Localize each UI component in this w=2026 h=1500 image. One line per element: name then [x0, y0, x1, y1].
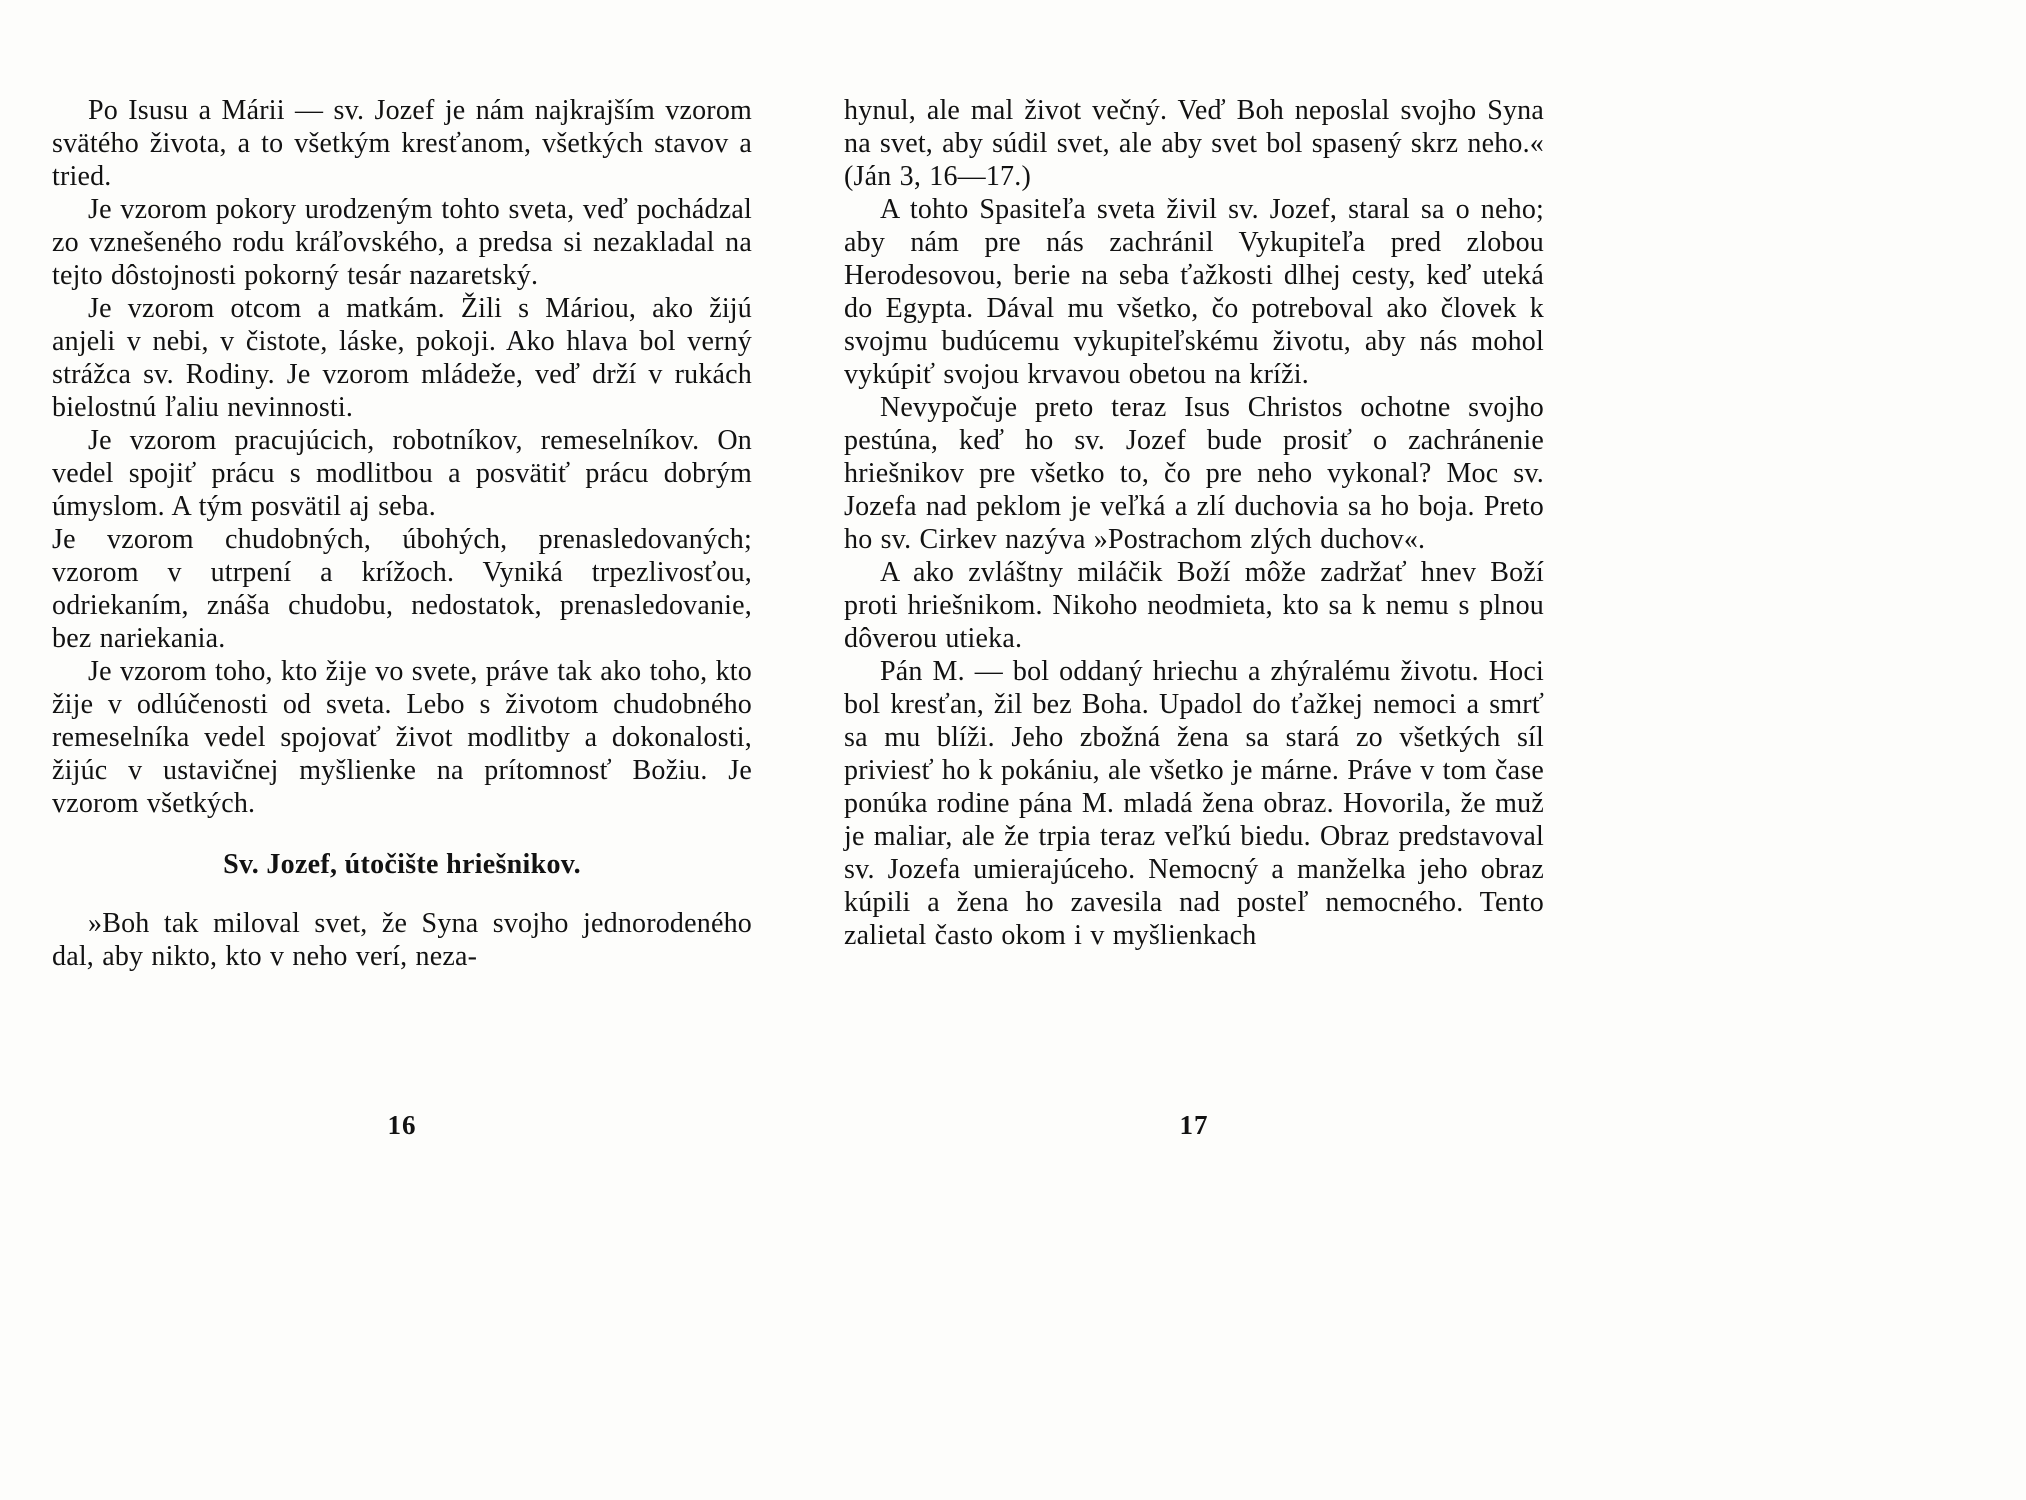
page-number: 16 [387, 1110, 417, 1140]
paragraph: Po Isusu a Márii — sv. Jozef je nám najkrajším vzorom svätého života, a to všetkým kresťanom, všetkých stavov a tried. [52, 95, 752, 192]
page-number: 17 [1179, 1110, 1209, 1140]
page-left [52, 94, 752, 973]
paragraph: Nevypočuje preto teraz Isus Christos ochotne svojho pestúna, keď ho sv. Jozef bude prosiť o zachránenie hriešnikov pre všetko to, čo pre neho vykonal? Moc sv. Jozefa nad peklom je veľká a zlí duchovia sa ho boja. Preto ho sv. Cirkev nazýva »Postrachom zlých duchov«. [844, 392, 1544, 555]
paragraph: »Boh tak miloval svet, že Syna svojho jednorodeného dal, aby nikto, kto v neho verí, neza- [52, 908, 752, 972]
paragraph: Je vzorom pokory urodzeným tohto sveta, veď pochádzal zo vznešeného rodu kráľovského, a predsa si nezakladal na tejto dôstojnosti pokorný tesár nazaretský. [52, 194, 752, 291]
paragraph: Je vzorom toho, kto žije vo svete, práve tak ako toho, kto žije v odlúčenosti od sveta. Lebo s životom chudobného remeselníka vedel spojovať život modlitby a dokonalosti, žijúc v ustavičnej myšlienke na prítomnosť Božiu. Je vzorom všetkých. [52, 656, 752, 819]
section-heading: Sv. Jozef, útočište hriešnikov. [223, 849, 581, 880]
paragraph: Je vzorom chudobných, úbohých, prenasledovaných; vzorom v utrpení a krížoch. Vyniká trpezlivosťou, odriekaním, znáša chudobu, nedostatok, prenasledovanie, bez nariekania. [52, 524, 752, 654]
paragraph: hynul, ale mal život večný. Veď Boh neposlal svojho Syna na svet, aby súdil svet, ale aby svet bol spasený skrz neho.« (Ján 3, 16—17.) [844, 95, 1544, 192]
page-right [844, 94, 1544, 952]
paragraph: Je vzorom otcom a matkám. Žili s Máriou, ako žijú anjeli v nebi, v čistote, láske, pokoji. Ako hlava bol verný strážca sv. Rodiny. Je vzorom mládeže, veď drží v rukách bielostnú ľaliu nevinnosti. [52, 293, 752, 423]
paragraph: Pán M. — bol oddaný hriechu a zhýralému životu. Hoci bol kresťan, žil bez Boha. Upadol do ťažkej nemoci a smrť sa mu blíži. Jeho zbožná žena sa stará zo všetkých síl priviesť ho k pokániu, ale všetko je márne. Práve v tom čase ponúka rodine pána M. mladá žena obraz. Hovorila, že muž je maliar, ale že trpia teraz veľkú biedu. Obraz predstavoval sv. Jozefa umierajúceho. Nemocný a manželka jeho obraz kúpili a žena ho zavesila nad posteľ nemocného. Tento zalietal často okom i v myšlienkach [844, 656, 1544, 951]
paragraph: Je vzorom pracujúcich, robotníkov, remeselníkov. On vedel spojiť prácu s modlitbou a posvätiť prácu dobrým úmyslom. A tým posvätil aj seba. [52, 425, 752, 522]
paragraph: A ako zvláštny miláčik Boží môže zadržať hnev Boží proti hriešnikom. Nikoho neodmieta, kto sa k nemu s plnou dôverou utieka. [844, 557, 1544, 654]
paragraph: A tohto Spasiteľa sveta živil sv. Jozef, staral sa o neho; aby nám pre nás zachránil Vykupiteľa pred zlobou Herodesovou, berie na seba ťažkosti dlhej cesty, keď uteká do Egypta. Dával mu všetko, čo potreboval ako človek k svojmu budúcemu vykupiteľskému životu, aby nás mohol vykúpiť svojou krvavou obetou na kríži. [844, 194, 1544, 390]
